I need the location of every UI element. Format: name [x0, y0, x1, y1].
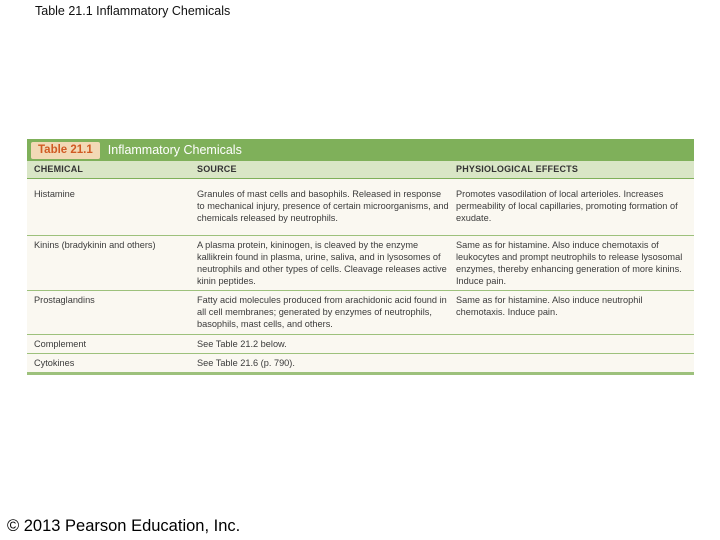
chemical-cell: Kinins (bradykinin and others)	[34, 240, 156, 250]
table-row	[27, 354, 694, 375]
copyright-footer: © 2013 Pearson Education, Inc.	[7, 517, 241, 535]
table-row	[27, 335, 694, 354]
slide-title: Table 21.1 Inflammatory Chemicals	[35, 4, 231, 18]
effects-cell: Promotes vasodilation of local arterioles. Increases permeability of local capillaries, promoting formation of exudate.	[456, 189, 678, 223]
chemical-cell: Prostaglandins	[34, 295, 95, 305]
column-header-source: SOURCE	[197, 164, 237, 174]
source-cell: Granules of mast cells and basophils. Released in response to mechanical injury, presence of certain microorganisms, and chemicals released by neutrophils.	[197, 189, 449, 223]
source-cell: See Table 21.2 below.	[197, 339, 287, 349]
inflammatory-chemicals-table	[27, 139, 694, 375]
column-header-chemical: CHEMICAL	[34, 164, 84, 174]
table-row	[27, 291, 694, 335]
table-title: Inflammatory Chemicals	[107, 143, 242, 157]
chemical-cell: Cytokines	[34, 358, 75, 368]
source-cell: A plasma protein, kininogen, is cleaved by the enzyme kallikrein found in plasma, urine, saliva, and in lysosomes of neutrophils and other types of cells. Cleavage releases active kinin peptides.	[197, 240, 447, 286]
chemical-cell: Histamine	[34, 189, 75, 199]
chemical-cell: Complement	[34, 339, 87, 349]
table-title-bar	[27, 139, 694, 161]
source-cell: Fatty acid molecules produced from arachidonic acid found in all cell membranes; generated by enzymes of neutrophils, basophils, mast cells, and others.	[197, 295, 447, 329]
column-header-row	[27, 161, 694, 179]
table-number-badge: Table 21.1	[31, 142, 100, 159]
effects-cell	[450, 354, 694, 372]
column-header-effects: PHYSIOLOGICAL EFFECTS	[456, 164, 579, 174]
table-row	[27, 236, 694, 291]
effects-cell: Same as for histamine. Also induce chemotaxis of leukocytes and prompt neutrophils to release lysosomal enzymes, thereby enhancing generation of more kinins. Induce pain.	[456, 240, 683, 286]
table-row	[27, 179, 694, 236]
source-cell: See Table 21.6 (p. 790).	[197, 358, 295, 368]
effects-cell	[450, 335, 694, 353]
effects-cell: Same as for histamine. Also induce neutrophil chemotaxis. Induce pain.	[456, 295, 643, 317]
